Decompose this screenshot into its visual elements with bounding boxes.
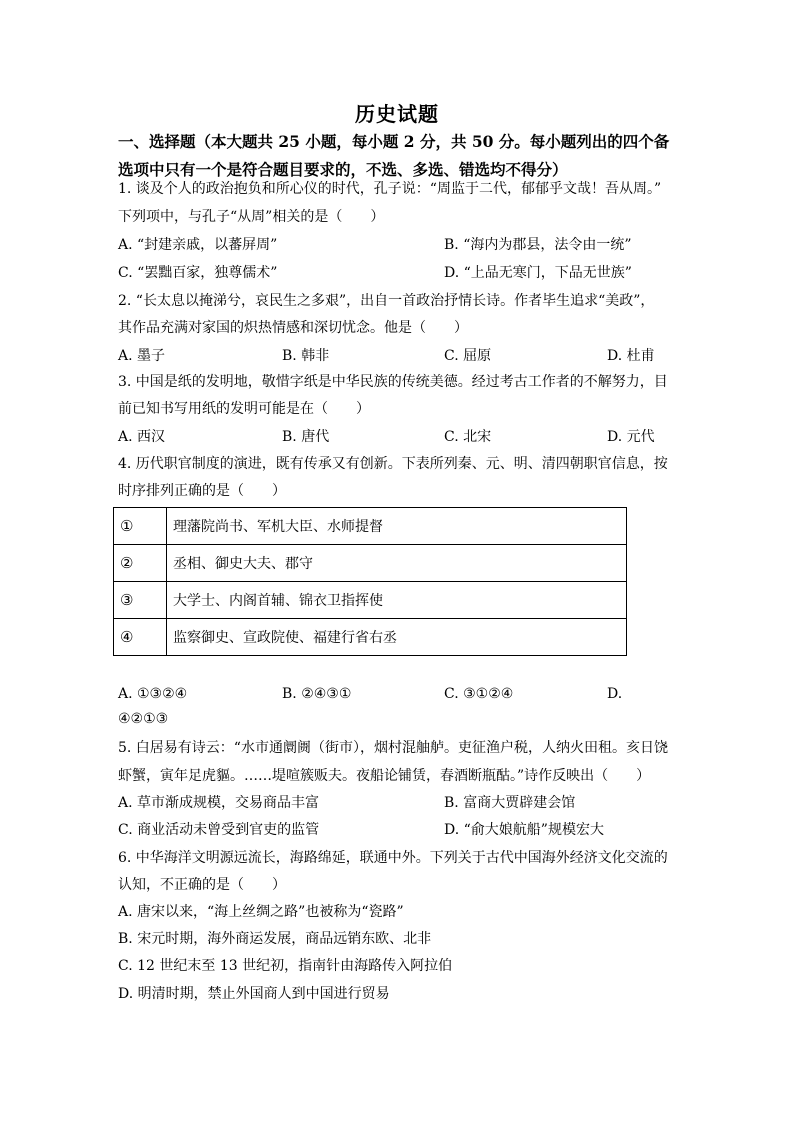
q5-stem-line-1: 5. 白居易有诗云：“水市通阛阓（街市），烟村混舳舻。吏征渔户税，人纳火田租。亥日饶 <box>118 740 668 756</box>
q2-option-a: A. 墨子 <box>118 348 166 364</box>
q5-option-d: D. “俞大娘航船”规模宏大 <box>444 822 604 838</box>
table-row <box>114 545 627 582</box>
q2-option-b: B. 韩非 <box>282 348 330 364</box>
q3-option-c: C. 北宋 <box>444 429 492 445</box>
table-row <box>114 619 627 656</box>
table-row <box>114 582 627 619</box>
q6-stem-line-2: 认知，不正确的是（ ） <box>118 877 286 893</box>
q3-option-a: A. 西汉 <box>118 429 166 445</box>
row-text: 大学士、内阁首辅、锦衣卫指挥使 <box>167 582 627 619</box>
table-row <box>114 508 627 545</box>
q1-option-d: D. “上品无寒门，下品无世族” <box>444 265 632 281</box>
q3-stem-line-2: 前已知书写用纸的发明可能是在（ ） <box>118 401 370 417</box>
page-title: 历史试题 <box>355 102 439 126</box>
section-heading <box>118 128 688 184</box>
q3-stem-line-1: 3. 中国是纸的发明地，敬惜字纸是中华民族的传统美德。经过考古工作者的不解努力，目 <box>118 374 668 390</box>
q6-option-a: A. 唐宋以来，“海上丝绸之路”也被称为“瓷路” <box>118 904 404 920</box>
q2-stem-line-2: 其作品充满对家国的炽热情感和深切忧念。他是（ ） <box>118 320 468 336</box>
row-text: 监察御史、宣政院使、福建行省右丞 <box>167 619 627 656</box>
q4-stem-line-1: 4. 历代职官制度的演进，既有传承又有创新。下表所列秦、元、明、清四朝职官信息，按 <box>118 456 668 472</box>
q5-stem-line-2: 虾蟹，寅年足虎貙。……堤喧簇贩夫。夜船论铺赁，春酒断瓶酤。”诗作反映出（ ） <box>118 768 651 784</box>
row-text: 理藩院尚书、军机大臣、水师提督 <box>167 508 627 545</box>
q1-stem-line-2: 下列项中，与孔子“从周”相关的是（ ） <box>118 209 385 225</box>
q1-option-c: C. “罢黜百家，独尊儒术” <box>118 265 278 281</box>
q4-stem-line-2: 时序排列正确的是（ ） <box>118 483 286 499</box>
section-heading-line-1: 一、选择题（本大题共 25 小题，每小题 2 分，共 50 分。每小题列出的四个备 <box>118 132 670 151</box>
q4-option-d-continued: ④②①③ <box>118 711 169 727</box>
row-number: ④ <box>114 619 167 656</box>
official-titles-table <box>113 507 627 656</box>
q1-stem-line-1: 1. 谈及个人的政治抱负和所心仪的时代，孔子说：“周监于二代，郁郁乎文哉！吾从周。” <box>118 181 662 197</box>
row-number: ② <box>114 545 167 582</box>
row-number: ① <box>114 508 167 545</box>
q6-stem-line-1: 6. 中华海洋文明源远流长，海路绵延，联通中外。下列关于古代中国海外经济文化交流的 <box>118 850 668 866</box>
section-heading-line-2: 选项中只有一个是符合题目要求的，不选、多选、错选均不得分） <box>118 160 568 179</box>
q6-option-c: C. 12 世纪末至 13 世纪初，指南针由海路传入阿拉伯 <box>118 958 453 974</box>
q1-option-b: B. “海内为郡县，法令由一统” <box>444 237 632 253</box>
row-number: ③ <box>114 582 167 619</box>
q4-option-c: C. ③①②④ <box>444 686 514 702</box>
q2-option-d: D. 杜甫 <box>607 348 655 364</box>
q5-option-b: B. 富商大贾辟建会馆 <box>444 795 576 811</box>
q4-option-a: A. ①③②④ <box>118 686 188 702</box>
q1-option-a: A. “封建亲戚，以蕃屏周” <box>118 237 278 253</box>
q3-option-b: B. 唐代 <box>282 429 330 445</box>
q5-option-c: C. 商业活动未曾受到官吏的监管 <box>118 822 320 838</box>
q6-option-b: B. 宋元时期，海外商运发展，商品远销东欧、北非 <box>118 931 432 947</box>
q3-option-d: D. 元代 <box>607 429 655 445</box>
q6-option-d: D. 明清时期，禁止外国商人到中国进行贸易 <box>118 986 390 1002</box>
q2-option-c: C. 屈原 <box>444 348 492 364</box>
q4-option-d: D. <box>607 686 623 702</box>
q5-option-a: A. 草市渐成规模，交易商品丰富 <box>118 795 320 811</box>
row-text: 丞相、御史大夫、郡守 <box>167 545 627 582</box>
q4-option-b: B. ②④③① <box>282 686 352 702</box>
q2-stem-line-1: 2. “长太息以掩涕兮，哀民生之多艰”，出自一首政治抒情长诗。作者毕生追求“美政”， <box>118 293 655 309</box>
